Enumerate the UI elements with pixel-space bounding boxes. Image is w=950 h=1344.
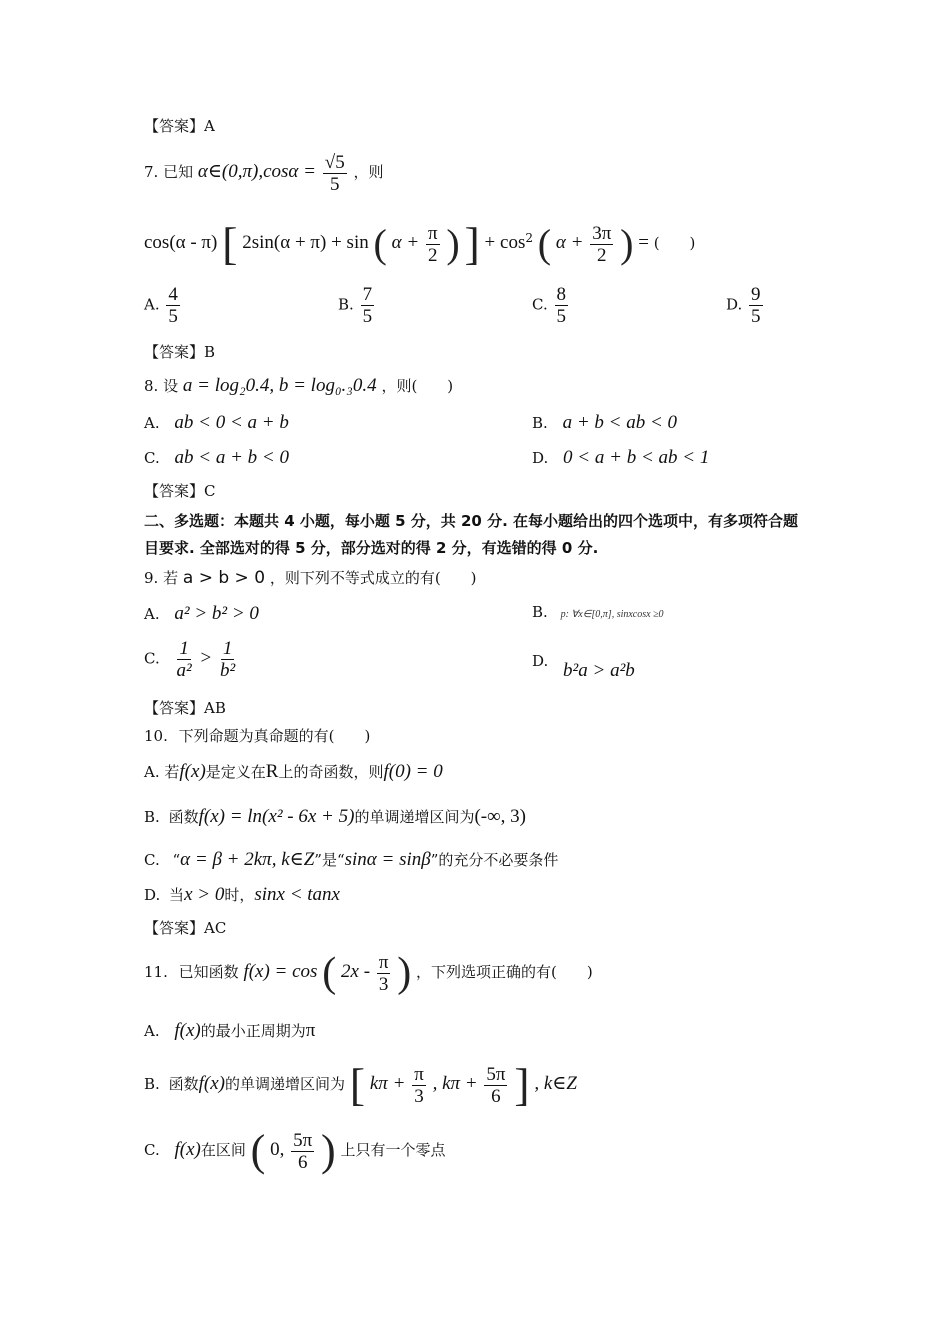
q7-lead: 已知 <box>163 163 194 181</box>
q9-option-a: A. a² > b² > 0 <box>144 603 259 624</box>
q7-tail: ，则 <box>353 163 384 181</box>
question-10-stem: 10. 下列命题为真命题的有( ) <box>144 727 371 745</box>
q9-condition: a > b > 0 <box>182 568 266 588</box>
question-9-stem: 9. 若 a > b > 0 ，则下列不等式成立的有( ) <box>144 568 477 588</box>
question-8-stem: 8. 设 a = log₂0.4, b = log₀.₃0.4 ，则( ) <box>144 375 454 396</box>
q8-option-b: B. a + b < ab < 0 <box>532 412 678 433</box>
q10-option-b: B. 函数f(x) = ln(x² - 6x + 5)的单调递增区间为(-∞, 3) <box>144 806 526 827</box>
q10-option-a: A. 若f(x)是定义在R上的奇函数，则f(0) = 0 <box>144 761 443 782</box>
question-7-stem <box>144 150 384 195</box>
q11-option-c: C. f(x)在区间 ( 0, $\frac{5\pi}{6}$ ) 上只有一个零点 <box>144 1126 446 1175</box>
q9-option-b: B. p: ∀x∈[0,π], sinxcosx ≥0 <box>532 603 664 621</box>
q11-pi-over-3: $\frac{\pi}{3}$ <box>378 951 389 995</box>
q8-option-a: A. ab < 0 < a + b <box>144 412 289 433</box>
q11-option-a: A. f(x)的最小正周期为π <box>144 1020 316 1041</box>
q7-pi-over-2: $\frac{\pi}{2}$ <box>427 222 438 266</box>
q7-cos-fraction: $\frac{√5}{5}$ <box>324 151 345 195</box>
q7-paren: ( ) <box>653 234 696 252</box>
q8-option-d: D. 0 < a + b < ab < 1 <box>532 447 710 468</box>
q9-option-c: C. $\frac{1}{\text{a²}}$ > $\frac{1}{\text{b²}}$ <box>144 638 236 681</box>
q7-expr-mid: 2sin(α + π) + sin <box>242 232 369 253</box>
question-7-expression: cos(α - π) [ 2sin(α + π) + sin ( α + $\frac{\pi}{2}$ ) ] + $\cos^2$ ( α + $\frac{3\pi}{2}$ ) = ( ) <box>144 218 696 269</box>
q7-option-a: A. $\frac{4}{5}$ <box>144 284 178 327</box>
answer-7: 【答案】B <box>144 343 216 361</box>
q7-option-d: D. $\frac{9}{5}$ <box>726 284 761 327</box>
q7-option-b: B. $\frac{7}{5}$ <box>338 284 373 327</box>
answer-10: 【答案】AC <box>144 919 227 937</box>
answer-6: 【答案】A <box>144 117 215 135</box>
q9-option-d: D. b²a > a²b <box>532 652 635 681</box>
section-2-heading-line1: 二、多选题：本题共 4 小题，每小题 5 分，共 20 分. 在每小题给出的四个选项中，有多项符合题 <box>144 512 799 530</box>
q7-number: 7. <box>144 163 159 181</box>
q7-expr-start: cos(α - π) <box>144 232 218 253</box>
q8-option-c: C. ab < a + b < 0 <box>144 447 289 468</box>
answer-8: 【答案】C <box>144 482 216 500</box>
answer-9: 【答案】AB <box>144 699 226 717</box>
q11-option-b: B. 函数f(x)的单调递增区间为 [ kπ + $\frac{\pi}{3}$ , kπ + $\frac{5\pi}{6}$ ] , k∈Z <box>144 1059 577 1110</box>
q7-condition: α∈(0,π),cosα = <box>197 161 316 182</box>
q8-expression: a = log₂0.4, b = log₀.₃0.4 <box>182 375 377 396</box>
q7-3pi-over-2: $\frac{3\pi}{2}$ <box>592 222 612 266</box>
q10-option-d: D. 当x > 0时，sinx < tanx <box>144 884 340 905</box>
left-bracket: [ <box>222 218 238 269</box>
right-bracket: ] <box>464 218 480 269</box>
q7-option-c: C. $\frac{8}{5}$ <box>532 284 566 327</box>
q10-option-c: C. “α = β + 2kπ, k∈Z”是“sinα = sinβ”的充分不必要条件 <box>144 849 559 870</box>
section-2-heading-line2: 目要求. 全部选对的得 5 分，部分选对的得 2 分，有选错的得 0 分. <box>144 539 599 557</box>
question-11-stem: 11. 已知函数 f(x) = cos ( 2x - $\frac{\pi}{3}$ ) ，下列选项正确的有( ) <box>144 950 593 996</box>
